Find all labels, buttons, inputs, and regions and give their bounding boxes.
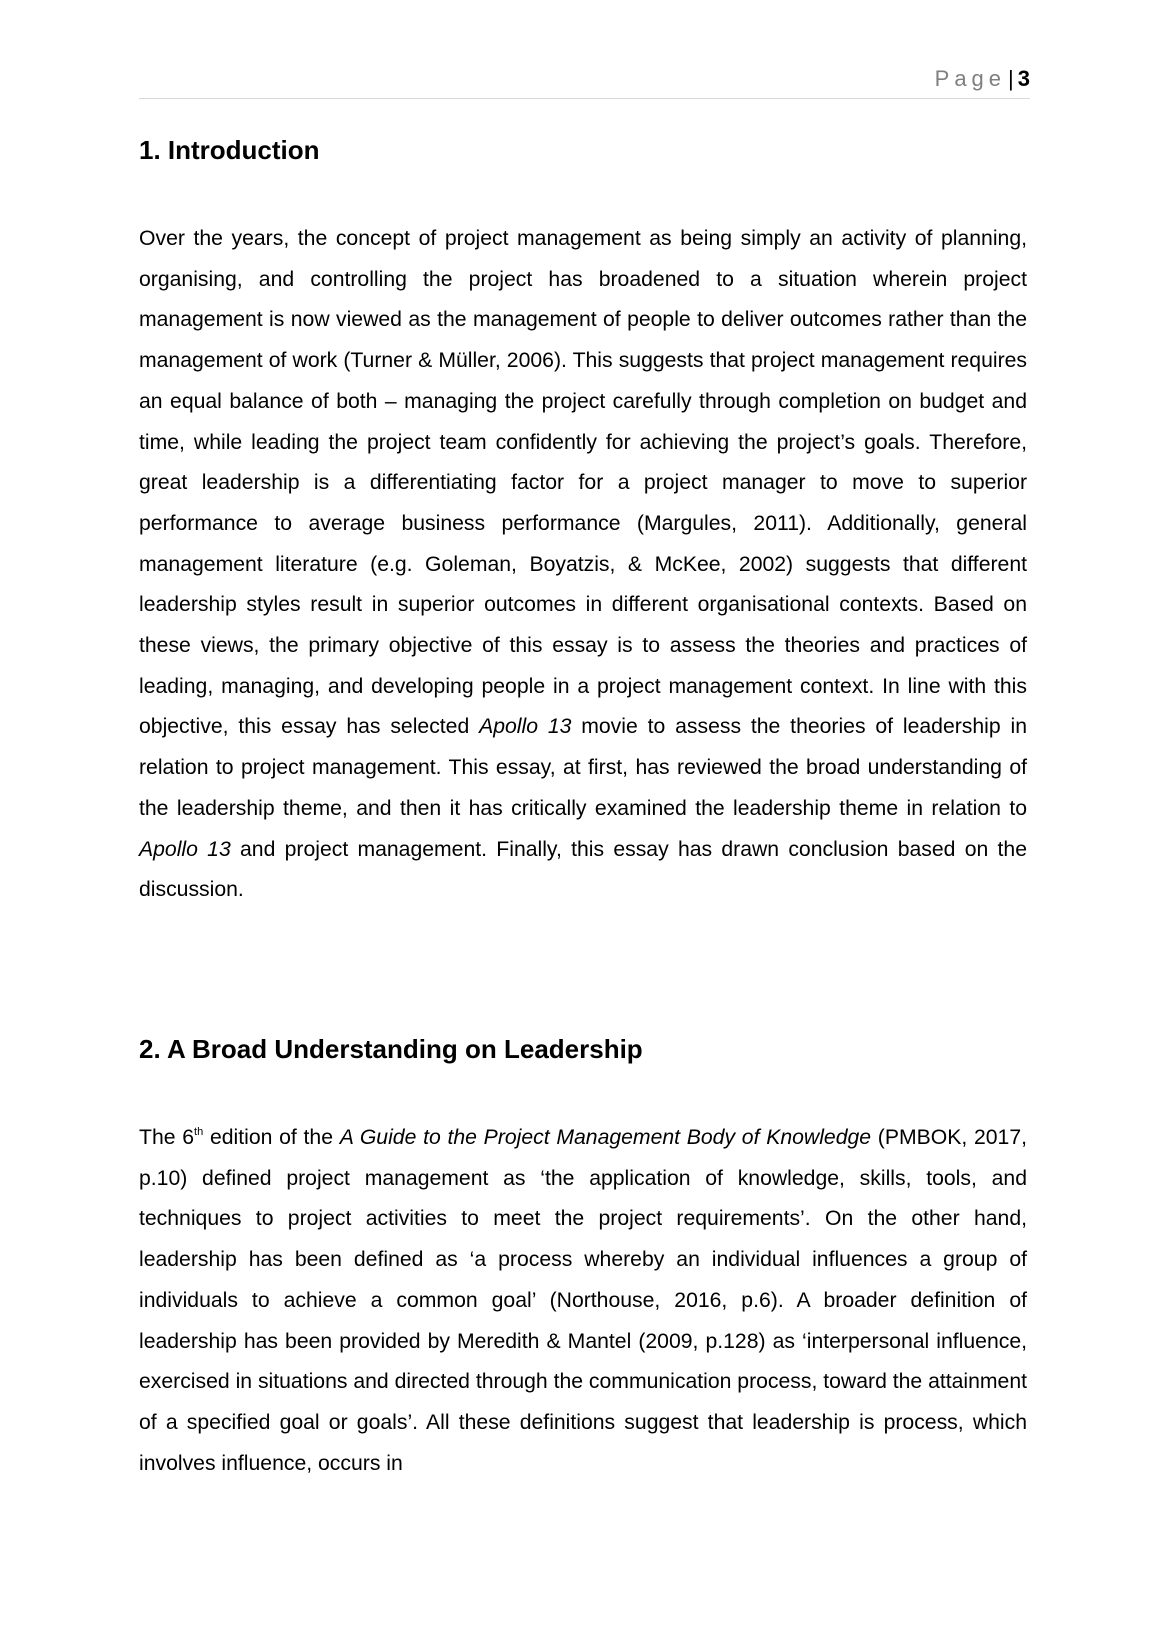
paragraph-text: edition of the bbox=[203, 1126, 340, 1149]
superscript: th bbox=[194, 1126, 204, 1138]
paragraph-text: (PMBOK, 2017, p.10) defined project management as ‘the application of knowledge, skills, tools, and techniques to project activities to meet the project requirements’. On the other hand, leadership has been defined as ‘a process whereby an individual influences a group of individuals to achieve a common goal’ (Northouse, 2016, p.6). A broader definition of leadership has been provided by Meredith & Mantel (2009, p.128) as ‘interpersonal influence, exercised in situations and directed through the communication process, toward the attainment of a specified goal or goals’. All these definitions suggest that leadership is process, which involves influence, occurs in bbox=[139, 1126, 1028, 1475]
heading-introduction: 1. Introduction bbox=[139, 135, 320, 165]
page-label: Page bbox=[934, 66, 1007, 91]
page-header bbox=[139, 66, 1030, 99]
italic-title: Apollo 13 bbox=[479, 715, 572, 739]
italic-title: A Guide to the Project Management Body of Knowledge bbox=[339, 1126, 872, 1149]
paragraph-leadership bbox=[139, 1118, 1027, 1484]
page-separator: | bbox=[1008, 66, 1014, 91]
paragraph-introduction bbox=[139, 219, 1027, 911]
heading-leadership: 2. A Broad Understanding on Leadership bbox=[139, 1034, 643, 1064]
page-number: 3 bbox=[1017, 66, 1030, 91]
paragraph-text: and project management. Finally, this essay has drawn conclusion based on the discussion. bbox=[139, 837, 1027, 902]
paragraph-text: The 6 bbox=[139, 1126, 195, 1149]
italic-title: Apollo 13 bbox=[139, 837, 231, 861]
paragraph-text: movie to assess the theories of leadership in relation to project management. This essay, at first, has reviewed the broad understanding of the leadership theme, and then it has critically examined the leadership theme in relation to bbox=[139, 715, 1027, 820]
paragraph-text: Over the years, the concept of project management as being simply an activity of planning, organising, and controlling the project has broadened to a situation wherein project management is now viewed as the management of people to deliver outcomes rather than the management of work (Turner & Müller, 2006). This suggests that project management requires an equal balance of both – managing the project carefully through completion on budget and time, while leading the project team confidently for achieving the project’s goals. Therefore, great leadership is a differentiating factor for a project manager to move to superior performance to average business performance (Margules, 2011). Additionally, general management literature (e.g. Goleman, Boyatzis, & McKee, 2002) suggests that different leadership styles result in superior outcomes in different organisational contexts. Based on these views, the primary objective of this essay is to assess the theories and practices of leading, managing, and developing people in a project management context. In line with this objective, this essay has selected bbox=[139, 227, 1027, 739]
